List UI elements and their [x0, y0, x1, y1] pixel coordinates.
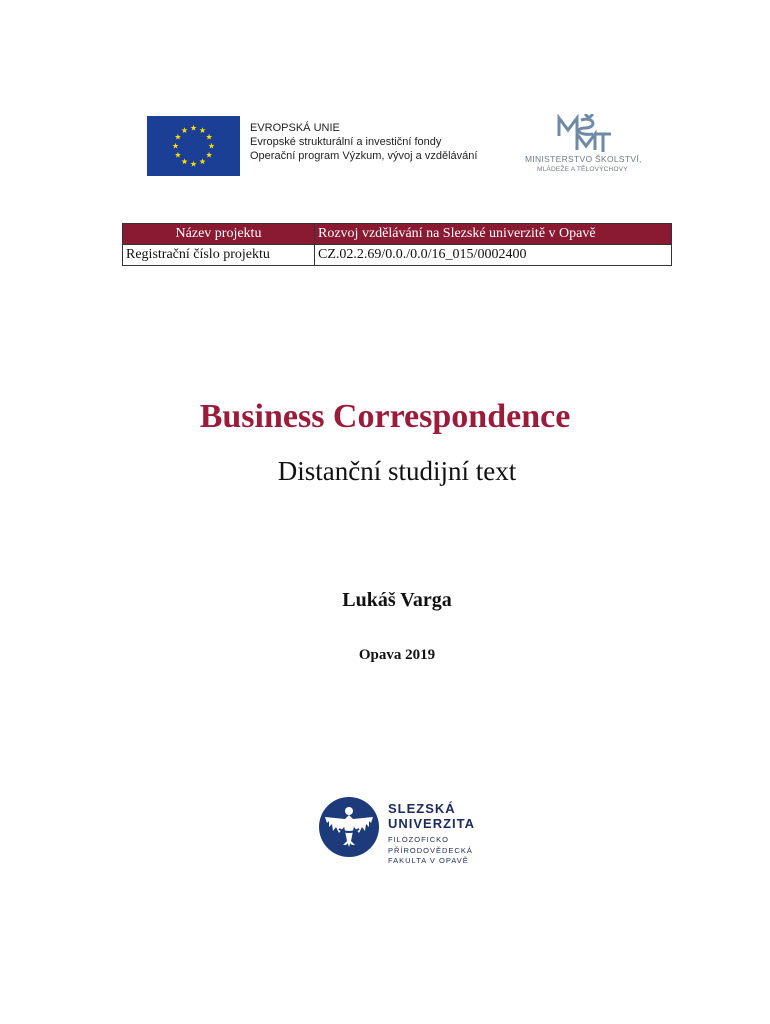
- faculty-name-line2: PŘÍRODOVĚDECKÁ: [388, 845, 473, 855]
- eu-logo-line1: EVROPSKÁ UNIE: [250, 122, 340, 134]
- university-name-line1: SLEZSKÁ: [388, 801, 456, 816]
- eu-logo-text: [250, 121, 477, 163]
- faculty-name-line3: FAKULTA V OPAVĚ: [388, 856, 469, 865]
- table-row: [123, 245, 672, 266]
- faculty-name-line1: FILOZOFICKO: [388, 835, 450, 844]
- eu-logo-line3: Operační program Výzkum, vývoj a vzdělávání: [250, 150, 478, 162]
- msmt-logo: [525, 114, 650, 176]
- document-place-year: Opava 2019: [358, 647, 436, 663]
- eu-flag-logo: [147, 116, 240, 176]
- eu-stars-icon: [147, 116, 240, 176]
- document-subtitle: Distanční studijní text: [277, 456, 517, 486]
- faculty-name: [388, 835, 473, 867]
- registration-number-label: Registrační číslo projektu: [123, 245, 315, 266]
- university-eagle-emblem-icon: [317, 795, 381, 859]
- project-info-table: [122, 223, 672, 266]
- table-row: [123, 224, 672, 245]
- university-name-line2: UNIVERZITA: [388, 816, 476, 831]
- project-name-label: Název projektu: [123, 224, 315, 245]
- msmt-logo-line2: MLÁDEŽE A TĚLOVÝCHOVY: [537, 166, 628, 173]
- document-author: Lukáš Varga: [342, 589, 452, 611]
- eu-logo-line2: Evropské strukturální a investiční fondy: [250, 136, 442, 148]
- msmt-mark-icon: [555, 114, 615, 154]
- university-name: [388, 801, 475, 831]
- msmt-logo-line1: MINISTERSTVO ŠKOLSTVÍ,: [525, 154, 642, 164]
- project-name-value: Rozvoj vzdělávání na Slezské univerzitě v Opavě: [315, 224, 672, 245]
- document-title: Business Correspondence: [199, 398, 571, 435]
- registration-number-value: CZ.02.2.69/0.0./0.0/16_015/0002400: [315, 245, 672, 266]
